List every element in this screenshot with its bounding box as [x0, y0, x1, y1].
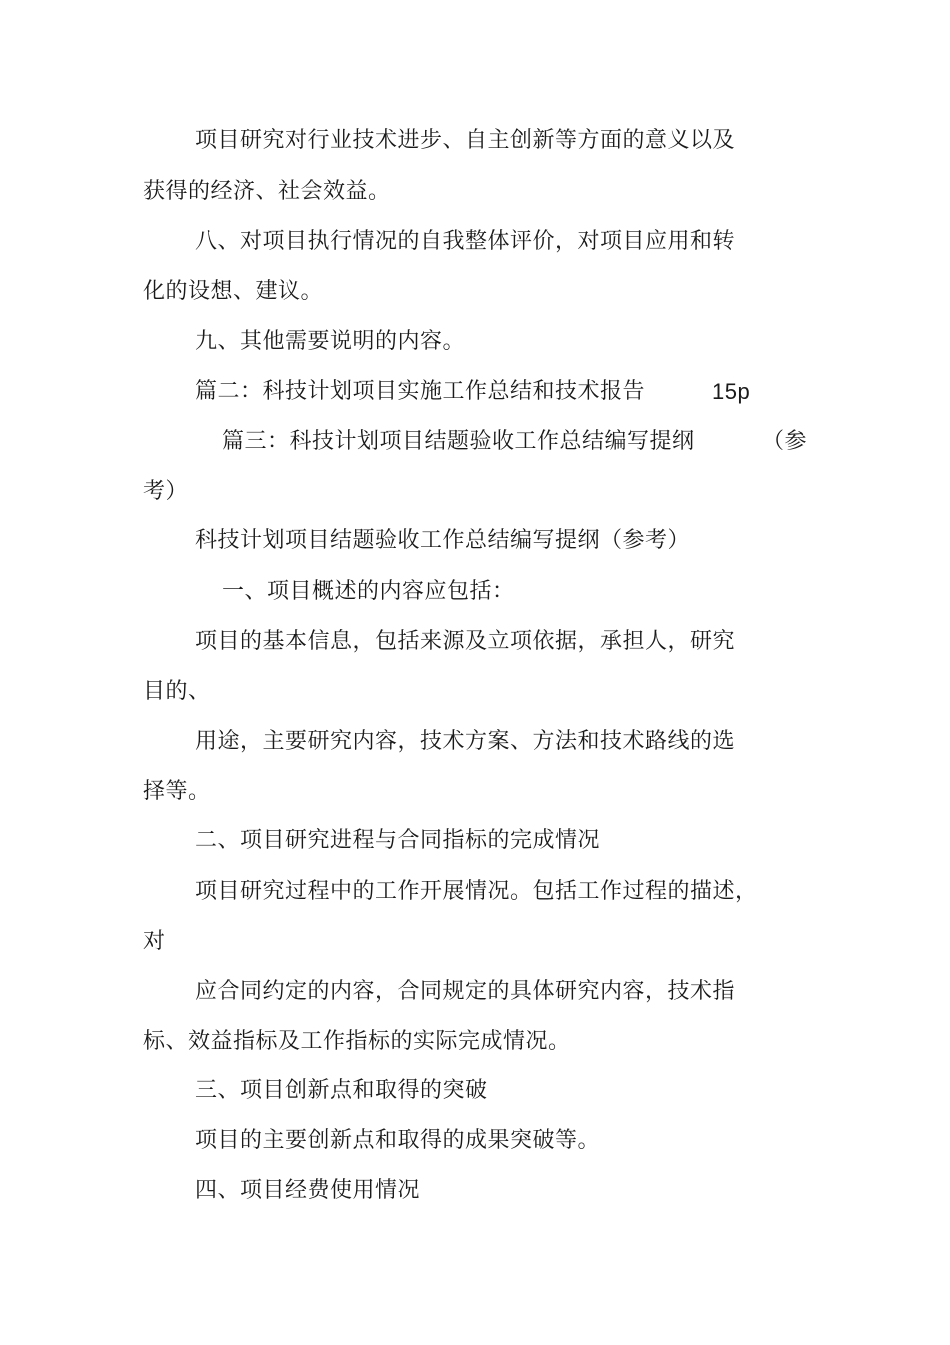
outline-heading: 科技计划项目结题验收工作总结编写提纲（参考） [195, 528, 691, 553]
overview-line4: 择等。 [143, 779, 211, 804]
overview-line1: 项目的基本信息，包括来源及立项依据，承担人，研究 [195, 629, 736, 654]
overview-line2: 目的、 [143, 679, 211, 704]
part-three-title-line2: 考） [143, 479, 189, 504]
section-two-heading: 二、项目研究进程与合同指标的完成情况 [195, 828, 601, 853]
section-nine: 九、其他需要说明的内容。 [195, 329, 466, 354]
part-three-title: 篇三：科技计划项目结题验收工作总结编写提纲 [222, 429, 695, 454]
innovation-text: 项目的主要创新点和取得的成果突破等。 [195, 1128, 601, 1153]
progress-line1: 项目研究过程中的工作开展情况。包括工作过程的描述， [195, 879, 758, 904]
section-three-heading: 三、项目创新点和取得的突破 [195, 1078, 488, 1103]
part-two-title: 篇二：科技计划项目实施工作总结和技术报告 [195, 379, 646, 404]
overview-line3: 用途，主要研究内容，技术方案、方法和技术路线的选 [195, 729, 736, 754]
section-one-heading: 一、项目概述的内容应包括： [222, 579, 515, 604]
progress-line4: 标、效益指标及工作指标的实际完成情况。 [143, 1029, 571, 1054]
section-eight-line2: 化的设想、建议。 [143, 279, 324, 304]
paragraph-significance-line2: 获得的经济、社会效益。 [143, 179, 391, 204]
part-two-page-count: 15p [712, 379, 751, 404]
part-three-paren: （参 [762, 429, 808, 454]
section-eight-line1: 八、对项目执行情况的自我整体评价，对项目应用和转 [195, 229, 736, 254]
progress-line3: 应合同约定的内容，合同规定的具体研究内容，技术指 [195, 979, 736, 1004]
section-four-heading: 四、项目经费使用情况 [195, 1178, 421, 1203]
progress-line2: 对 [143, 929, 166, 954]
paragraph-significance-line1: 项目研究对行业技术进步、自主创新等方面的意义以及 [195, 128, 736, 153]
